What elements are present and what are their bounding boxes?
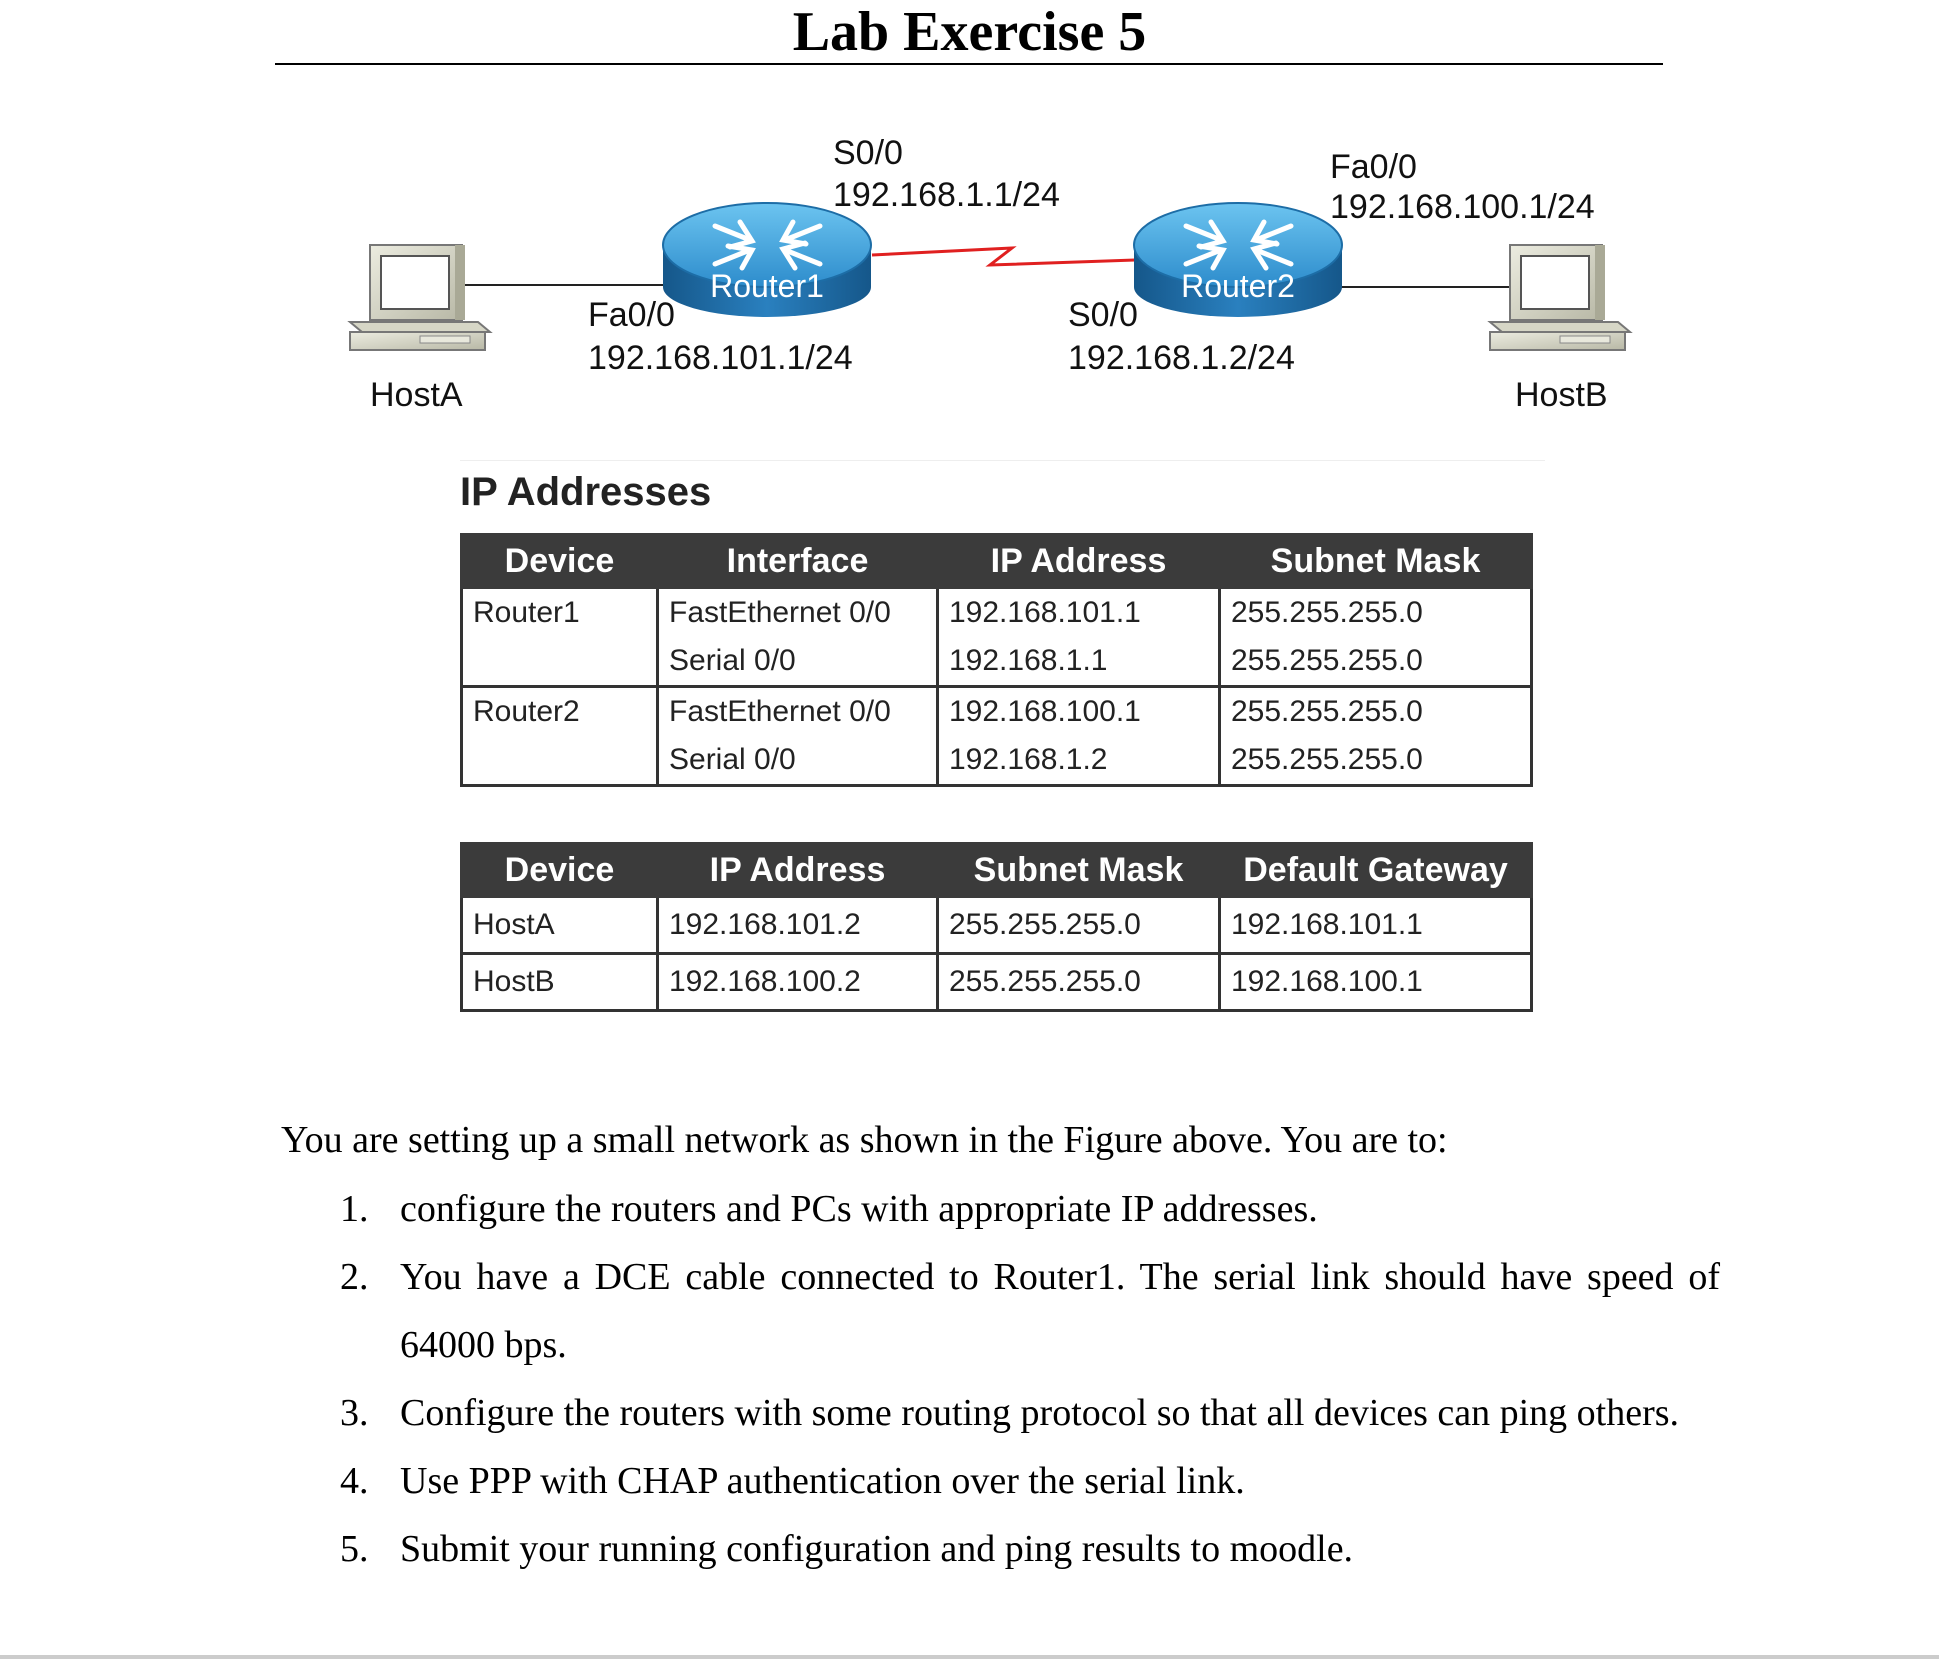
host-table-header	[462, 844, 1532, 897]
r1-fa-interface-label: Fa0/0	[588, 296, 675, 334]
r2-fa-interface-label: Fa0/0	[1330, 148, 1417, 186]
hostb-label: HostB	[1515, 376, 1608, 414]
device-cell: Router1	[462, 588, 658, 687]
mask-cell: 255.255.255.0 255.255.255.0	[1220, 588, 1532, 687]
router1-label: Router1	[710, 268, 824, 304]
network-diagram	[0, 0, 1939, 450]
task-list	[330, 1175, 1720, 1583]
page-title: Lab Exercise 5	[792, 1, 1147, 63]
hostb-pc-icon	[1490, 245, 1630, 350]
header-cell: Subnet Mask	[938, 844, 1220, 897]
interface-cell: FastEthernet 0/0 Serial 0/0	[658, 687, 938, 786]
header-cell: IP Address	[938, 535, 1220, 588]
table-row	[462, 588, 1532, 687]
header-cell: Interface	[658, 535, 938, 588]
ip-cell: 192.168.101.1 192.168.1.1	[938, 588, 1220, 687]
header-cell: Device	[462, 535, 658, 588]
table-cell: 192.168.101.1	[1220, 897, 1532, 954]
list-item	[330, 1379, 1720, 1447]
serial-link	[872, 248, 1135, 265]
router-ip-table	[460, 533, 1533, 787]
topology-svg	[0, 0, 1939, 450]
r1-serial-ip-label: 192.168.1.1/24	[833, 176, 1060, 214]
list-item	[330, 1243, 1720, 1379]
header-cell: Default Gateway	[1220, 844, 1532, 897]
table-cell: 192.168.101.2	[658, 897, 938, 954]
table-cell: 255.255.255.0	[938, 954, 1220, 1011]
list-item	[330, 1447, 1720, 1515]
list-text: Submit your running configuration and ping results to moodle.	[400, 1528, 1354, 1570]
header-cell: Subnet Mask	[1220, 535, 1532, 588]
r1-serial-interface-label: S0/0	[833, 134, 903, 172]
mask-cell: 255.255.255.0 255.255.255.0	[1220, 687, 1532, 786]
ip-addresses-heading: IP Addresses	[460, 470, 712, 514]
list-text: Configure the routers with some routing protocol so that all devices can ping others.	[400, 1392, 1680, 1434]
list-text: Use PPP with CHAP authentication over the serial link.	[400, 1460, 1245, 1502]
header-cell: IP Address	[658, 844, 938, 897]
r2-fa-ip-label: 192.168.100.1/24	[1330, 188, 1595, 226]
table-row	[462, 897, 1532, 954]
list-number: 5.	[340, 1528, 369, 1570]
intro-paragraph: You are setting up a small network as shown in the Figure above. You are to:	[281, 1119, 1448, 1161]
r2-serial-interface-label: S0/0	[1068, 296, 1138, 334]
router-table-header	[462, 535, 1532, 588]
r2-serial-ip-label: 192.168.1.2/24	[1068, 339, 1295, 377]
list-item	[330, 1175, 1720, 1243]
table-cell: 192.168.100.1	[1220, 954, 1532, 1011]
table-cell: HostA	[462, 897, 658, 954]
ip-cell: 192.168.100.1 192.168.1.2	[938, 687, 1220, 786]
list-number: 1.	[340, 1188, 369, 1230]
host-ip-table	[460, 842, 1533, 1012]
hosta-label: HostA	[370, 376, 463, 414]
hosta-pc-icon	[350, 245, 490, 350]
r1-fa-ip-label: 192.168.101.1/24	[588, 339, 853, 377]
list-number: 2.	[340, 1256, 369, 1298]
table-cell: 255.255.255.0	[938, 897, 1220, 954]
list-text: configure the routers and PCs with appropriate IP addresses.	[400, 1188, 1318, 1230]
header-cell: Device	[462, 844, 658, 897]
ip-section-divider	[460, 460, 1545, 461]
router2-label: Router2	[1181, 268, 1295, 304]
list-text: You have a DCE cable connected to Router1. The serial link should have speed of 64000 bps.	[400, 1256, 1720, 1366]
list-number: 3.	[340, 1392, 369, 1434]
page-bottom-edge	[0, 1655, 1939, 1659]
list-item	[330, 1515, 1720, 1583]
table-row	[462, 687, 1532, 786]
table-row	[462, 954, 1532, 1011]
device-cell: Router2	[462, 687, 658, 786]
table-cell: HostB	[462, 954, 658, 1011]
table-cell: 192.168.100.2	[658, 954, 938, 1011]
list-number: 4.	[340, 1460, 369, 1502]
interface-cell: FastEthernet 0/0 Serial 0/0	[658, 588, 938, 687]
